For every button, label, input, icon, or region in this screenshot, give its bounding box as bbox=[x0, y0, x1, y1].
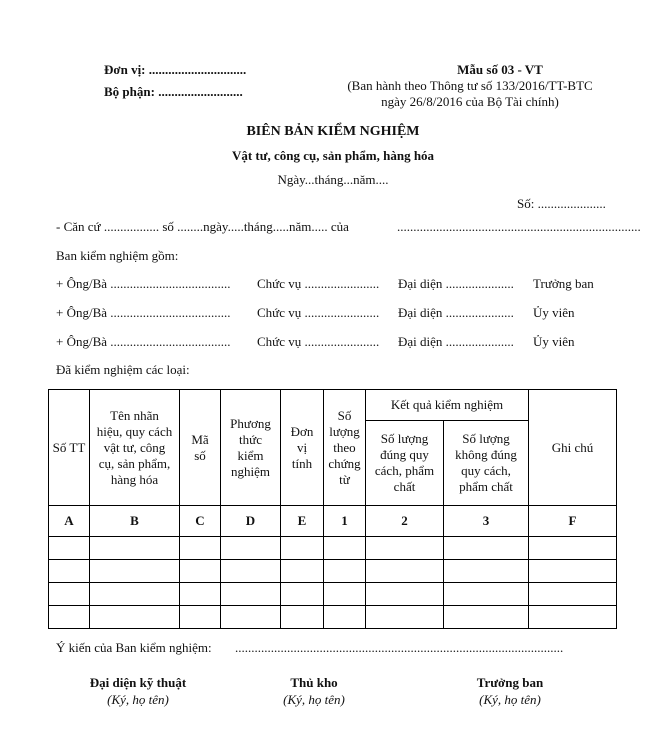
code-cell: A bbox=[49, 506, 90, 537]
inspection-table bbox=[48, 389, 617, 629]
member-name: + Ông/Bà ..................................... bbox=[56, 305, 231, 320]
form-number: Mẫu số 03 - VT bbox=[457, 62, 543, 77]
header-qty-not-ok: Số lượng không đúng quy cách, phẩm chất bbox=[444, 421, 529, 506]
issued-by-line1: (Ban hành theo Thông tư số 133/2016/TT-BTC bbox=[347, 78, 593, 93]
header-result: Kết quả kiểm nghiệm bbox=[366, 390, 529, 421]
member-role: Trưởng ban bbox=[533, 276, 594, 291]
code-cell: 3 bbox=[444, 506, 529, 537]
header-item-name: Tên nhãn hiệu, quy cách vật tư, công cụ, sản phẩm, hàng hóa bbox=[90, 390, 180, 506]
table-row bbox=[49, 560, 617, 583]
member-name: + Ông/Bà ..................................... bbox=[56, 334, 231, 349]
header-note: Ghi chú bbox=[529, 390, 617, 506]
member-represent: Đại diện ..................... bbox=[398, 305, 514, 320]
table-row bbox=[49, 606, 617, 629]
member-role: Ủy viên bbox=[533, 334, 575, 349]
code-cell: 1 bbox=[324, 506, 366, 537]
header-method: Phương thức kiểm nghiệm bbox=[221, 390, 281, 506]
issued-by-line2: ngày 26/8/2016 của Bộ Tài chính) bbox=[381, 94, 559, 109]
header-qty-ok: Số lượng đúng quy cách, phẩm chất bbox=[366, 421, 444, 506]
member-role: Ủy viên bbox=[533, 305, 575, 320]
header-unit: Đơn vị tính bbox=[281, 390, 324, 506]
member-position: Chức vụ ....................... bbox=[257, 276, 380, 291]
header-stt: Số TT bbox=[49, 390, 90, 506]
department-field: Bộ phận: .......................... bbox=[104, 84, 243, 99]
basis-line: - Căn cứ ................. số ........ngày.....tháng.....năm..... của bbox=[56, 219, 349, 234]
code-cell: F bbox=[529, 506, 617, 537]
member-position: Chức vụ ....................... bbox=[257, 334, 380, 349]
document-subtitle: Vật tư, công cụ, sản phẩm, hàng hóa bbox=[231, 148, 435, 163]
code-cell: 2 bbox=[366, 506, 444, 537]
code-cell: D bbox=[221, 506, 281, 537]
signature-storekeeper bbox=[224, 674, 404, 708]
document-title: BIÊN BẢN KIỂM NGHIỆM bbox=[246, 124, 420, 139]
inspected-label: Đã kiểm nghiệm các loại: bbox=[56, 362, 190, 377]
opinion-dots: ..................................................................................................... bbox=[235, 640, 564, 655]
table-row bbox=[49, 537, 617, 560]
member-represent: Đại diện ..................... bbox=[398, 334, 514, 349]
date-line: Ngày...tháng...năm.... bbox=[277, 172, 389, 187]
member-position: Chức vụ ....................... bbox=[257, 305, 380, 320]
signature-head bbox=[420, 674, 600, 708]
member-name: + Ông/Bà ..................................... bbox=[56, 276, 231, 291]
document-number: Số: ..................... bbox=[517, 196, 606, 211]
table-row bbox=[49, 583, 617, 606]
header-qty-doc: Số lượng theo chứng từ bbox=[324, 390, 366, 506]
opinion-label: Ý kiến của Ban kiểm nghiệm: bbox=[56, 640, 212, 655]
signature-note: (Ký, họ tên) bbox=[283, 692, 345, 707]
signature-note: (Ký, họ tên) bbox=[479, 692, 541, 707]
code-cell: C bbox=[180, 506, 221, 537]
signature-note: (Ký, họ tên) bbox=[107, 692, 169, 707]
header-code: Mã số bbox=[180, 390, 221, 506]
member-represent: Đại diện ..................... bbox=[398, 276, 514, 291]
committee-label: Ban kiểm nghiệm gồm: bbox=[56, 248, 179, 263]
unit-field: Đơn vị: .............................. bbox=[104, 62, 247, 77]
signature-title: Thủ kho bbox=[290, 675, 338, 690]
basis-line-dots: ........................................................................... bbox=[397, 219, 641, 234]
code-cell: E bbox=[281, 506, 324, 537]
signature-title: Trưởng ban bbox=[476, 675, 544, 690]
signature-title: Đại diện kỹ thuật bbox=[89, 675, 187, 690]
code-cell: B bbox=[90, 506, 180, 537]
signature-technical bbox=[48, 674, 228, 708]
